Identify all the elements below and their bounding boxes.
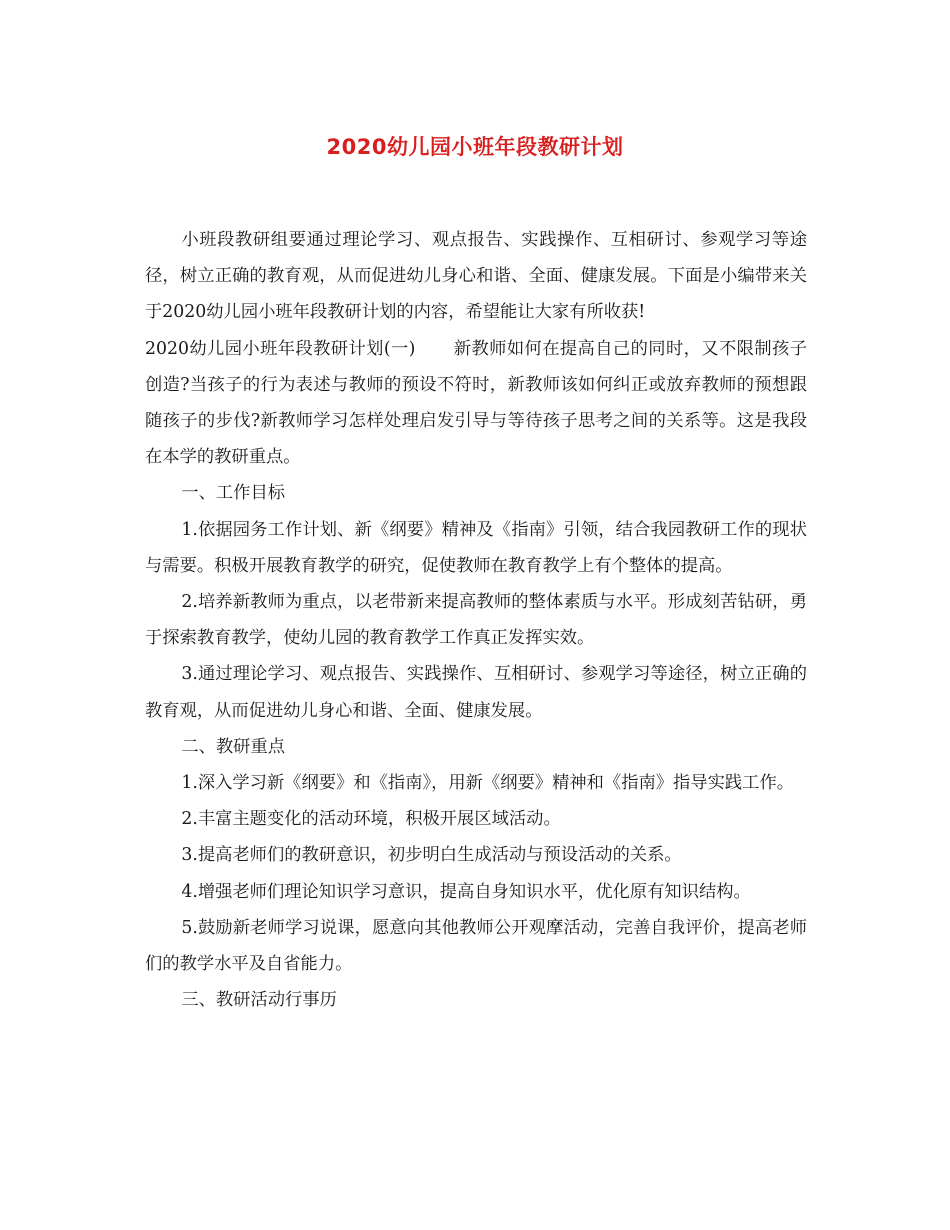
focus-item: 1.深入学习新《纲要》和《指南》，用新《纲要》精神和《指南》指导实践工作。 [181, 773, 795, 794]
plan-paragraph [145, 331, 807, 476]
section-heading-focus: 二、教研重点 [181, 736, 286, 757]
focus-item: 2.丰富主题变化的活动环境，积极开展区域活动。 [181, 809, 561, 830]
focus-item: 3.提高老师们的教研意识，初步明白生成活动与预设活动的关系。 [181, 845, 682, 866]
document-title: 2020幼儿园小班年段教研计划 [326, 135, 624, 159]
focus-item: 4.增强老师们理论知识学习意识，提高自身知识水平，优化原有知识结构。 [181, 881, 751, 902]
plan-heading: 2020幼儿园小班年段教研计划(一) [145, 338, 416, 359]
intro-paragraph: 小班段教研组要通过理论学习、观点报告、实践操作、互相研讨、参观学习等途径，树立正确的教育观，从而促进幼儿身心和谐、全面、健康发展。下面是小编带来关于2020幼儿园小班年段教研计划的内容，希望能让大家有所收获! [145, 230, 807, 323]
section-heading-goals: 一、工作目标 [181, 483, 286, 504]
plan-intro-text: 新教师如何在提高自己的同时，又不限制孩子创造?当孩子的行为表述与教师的预设不符时，新教师该如何纠正或放弃教师的预想跟随孩子的步伐?新教师学习怎样处理启发引导与等待孩子思考之间的关系等。这是我段在本学的教研重点。 [145, 338, 807, 468]
focus-item: 5.鼓励新老师学习说课，愿意向其他教师公开观摩活动，完善自我评价，提高老师们的教学水平及自省能力。 [145, 917, 807, 975]
goal-item: 3.通过理论学习、观点报告、实践操作、互相研讨、参观学习等途径，树立正确的教育观，从而促进幼儿身心和谐、全面、健康发展。 [145, 664, 807, 721]
document-body [145, 222, 807, 1018]
section-heading-schedule: 三、教研活动行事历 [181, 990, 337, 1011]
goal-item: 1.依据园务工作计划、新《纲要》精神及《指南》引领，结合我园教研工作的现状与需要。积极开展教育教学的研究，促使教师在教育教学上有个整体的提高。 [145, 519, 807, 576]
goal-item: 2.培养新教师为重点，以老带新来提高教师的整体素质与水平。形成刻苦钻研，勇于探索教育教学，使幼儿园的教育教学工作真正发挥实效。 [145, 592, 807, 649]
